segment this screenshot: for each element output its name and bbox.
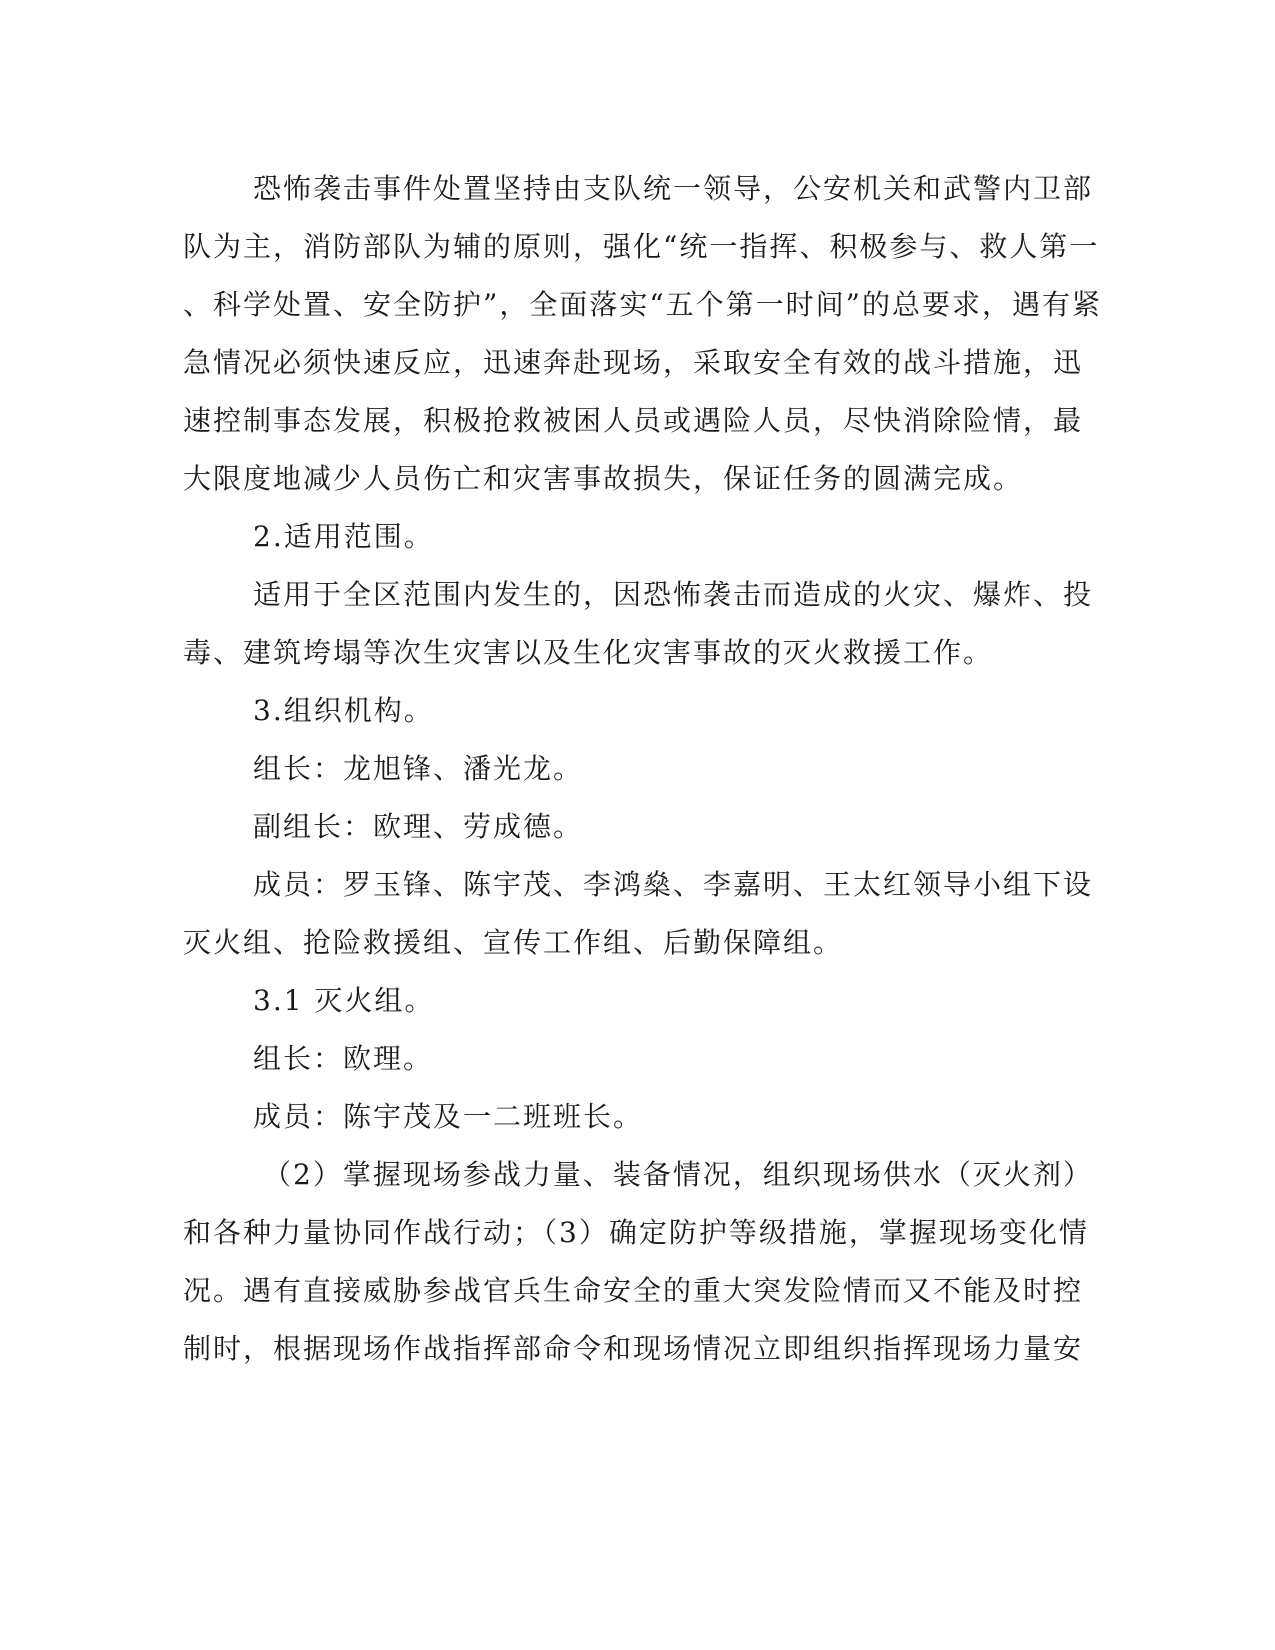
text-line: 、科学处置、安全防护”，全面落实“五个第一时间”的总要求，遇有紧 [183,288,1102,321]
document-body [183,160,1102,1378]
text-line: 组长：龙旭锋、潘光龙。 [253,752,584,785]
text-line: 恐怖袭击事件处置坚持由支队统一领导，公安机关和武警内卫部 [253,172,1094,205]
paragraph-principle [183,160,1102,508]
paragraph-team-leader [183,740,1083,798]
text-line: 制时，根据现场作战指挥部命令和现场情况立即组织指挥现场力量安 [183,1332,1084,1365]
text-line: 急情况必须快速反应，迅速奔赴现场，采取安全有效的战斗措施，迅 [183,346,1084,379]
paragraph-scope [183,566,1094,682]
text-line: 队为主，消防部队为辅的原则，强化“统一指挥、积极参与、救人第一 [183,230,1100,263]
section-heading-firefighting-group [183,972,1083,1030]
text-line: 速控制事态发展，积极抢救被困人员或遇险人员，尽快消除险情，最 [183,404,1084,437]
text-line: 适用于全区范围内发生的，因恐怖袭击而造成的火灾、爆炸、投 [253,578,1094,611]
paragraph-group-members [183,1088,1083,1146]
text-line: 大限度地减少人员伤亡和灾害事故损失，保证任务的圆满完成。 [183,462,1024,495]
text-line: 2.适用范围。 [253,520,434,553]
paragraph-duties [183,1146,1093,1378]
text-line: 况。遇有直接威胁参战官兵生命安全的重大突发险情而又不能及时控 [183,1274,1084,1307]
text-line: 和各种力量协同作战行动；（3）确定防护等级措施，掌握现场变化情 [183,1216,1089,1249]
text-line: 3.1 灭火组。 [253,984,435,1017]
text-line: 组长：欧理。 [253,1042,434,1075]
text-line: 3.组织机构。 [253,694,434,727]
paragraph-members [183,856,1094,972]
text-line: （2）掌握现场参战力量、装备情况，组织现场供水（灭火剂） [263,1158,1093,1191]
paragraph-deputy-leader [183,798,1083,856]
text-line: 成员：陈宇茂及一二班班长。 [253,1100,644,1133]
paragraph-group-leader [183,1030,1083,1088]
text-line: 灭火组、抢险救援组、宣传工作组、后勤保障组。 [183,926,844,959]
section-heading-scope [183,508,1083,566]
text-line: 毒、建筑垮塌等次生灾害以及生化灾害事故的灭火救援工作。 [183,636,994,669]
text-line: 成员：罗玉锋、陈宇茂、李鸿燊、李嘉明、王太红领导小组下设 [253,868,1094,901]
text-line: 副组长：欧理、劳成德。 [253,810,584,843]
section-heading-organization [183,682,1083,740]
